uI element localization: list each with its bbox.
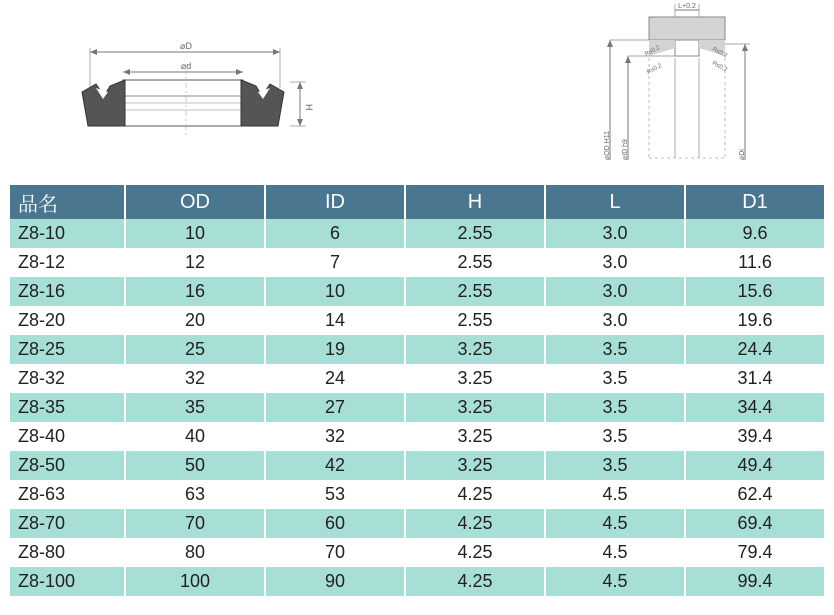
cell-od: 25 [125, 335, 265, 364]
cell-od: 50 [125, 451, 265, 480]
table-header-row [10, 185, 824, 219]
h-dimension-label: H [304, 104, 314, 111]
cell-h: 2.55 [405, 277, 545, 306]
cell-name: Z8-63 [10, 480, 125, 509]
table-row [10, 335, 824, 364]
table-row [10, 567, 824, 596]
cell-od: 80 [125, 538, 265, 567]
cell-l: 3.0 [545, 277, 685, 306]
od-groove-label: ⌀OD H11 [604, 131, 611, 160]
cell-h: 3.25 [405, 422, 545, 451]
column-header-l: L [545, 185, 685, 219]
radius-label-3: R≤0.2 [711, 46, 728, 60]
cell-id: 60 [265, 509, 405, 538]
cell-d1: 99.4 [685, 567, 824, 596]
cell-name: Z8-50 [10, 451, 125, 480]
table-row [10, 422, 824, 451]
cell-l: 3.0 [545, 248, 685, 277]
cell-l: 3.5 [545, 451, 685, 480]
cell-d1: 19.6 [685, 306, 824, 335]
cell-d1: 49.4 [685, 451, 824, 480]
cell-name: Z8-12 [10, 248, 125, 277]
cell-h: 2.55 [405, 248, 545, 277]
cell-l: 3.0 [545, 219, 685, 248]
cell-id: 24 [265, 364, 405, 393]
cell-name: Z8-20 [10, 306, 125, 335]
cell-id: 14 [265, 306, 405, 335]
table-row [10, 451, 824, 480]
seal-specification-table [10, 185, 824, 596]
column-header-d1: D1 [685, 185, 824, 219]
cell-l: 3.5 [545, 393, 685, 422]
cell-h: 4.25 [405, 567, 545, 596]
cell-name: Z8-35 [10, 393, 125, 422]
radius-label-1: R≤0.2 [644, 44, 662, 58]
cell-name: Z8-100 [10, 567, 125, 596]
cell-d1: 24.4 [685, 335, 824, 364]
cell-l: 3.5 [545, 364, 685, 393]
cell-l: 3.0 [545, 306, 685, 335]
cell-d1: 39.4 [685, 422, 824, 451]
cell-id: 42 [265, 451, 405, 480]
cell-h: 3.25 [405, 451, 545, 480]
cell-h: 3.25 [405, 335, 545, 364]
cell-od: 35 [125, 393, 265, 422]
cell-od: 40 [125, 422, 265, 451]
cell-od: 32 [125, 364, 265, 393]
cell-l: 4.5 [545, 538, 685, 567]
cell-id: 32 [265, 422, 405, 451]
cell-name: Z8-32 [10, 364, 125, 393]
cell-d1: 15.6 [685, 277, 824, 306]
groove-dimension-drawing [0, 0, 834, 182]
cell-od: 16 [125, 277, 265, 306]
table-row [10, 480, 824, 509]
cell-l: 4.5 [545, 480, 685, 509]
cell-d1: 62.4 [685, 480, 824, 509]
cell-id: 10 [265, 277, 405, 306]
cell-id: 7 [265, 248, 405, 277]
radius-label-2: R≤0.2 [646, 62, 664, 76]
table-row [10, 364, 824, 393]
cell-id: 53 [265, 480, 405, 509]
cell-d1: 11.6 [685, 248, 824, 277]
cell-name: Z8-10 [10, 219, 125, 248]
cell-h: 4.25 [405, 509, 545, 538]
cell-h: 2.55 [405, 219, 545, 248]
column-header-id: ID [265, 185, 405, 219]
cell-h: 3.25 [405, 393, 545, 422]
table-row [10, 219, 824, 248]
column-header-name: 品名 [10, 185, 125, 219]
cell-name: Z8-80 [10, 538, 125, 567]
cell-h: 4.25 [405, 480, 545, 509]
cell-id: 19 [265, 335, 405, 364]
cell-od: 20 [125, 306, 265, 335]
cell-name: Z8-16 [10, 277, 125, 306]
l-dimension-label: L+0.2 [678, 3, 696, 10]
cell-id: 70 [265, 538, 405, 567]
cell-id: 6 [265, 219, 405, 248]
cell-l: 3.5 [545, 335, 685, 364]
cell-l: 4.5 [545, 509, 685, 538]
cell-name: Z8-40 [10, 422, 125, 451]
cell-h: 2.55 [405, 306, 545, 335]
cell-d1: 9.6 [685, 219, 824, 248]
cell-l: 4.5 [545, 567, 685, 596]
column-header-od: OD [125, 185, 265, 219]
cell-h: 3.25 [405, 364, 545, 393]
cell-d1: 31.4 [685, 364, 824, 393]
table-row [10, 538, 824, 567]
cell-id: 90 [265, 567, 405, 596]
table-row [10, 509, 824, 538]
cell-d1: 69.4 [685, 509, 824, 538]
table-row [10, 277, 824, 306]
cell-od: 70 [125, 509, 265, 538]
id-groove-label: ⌀ID h9 [622, 139, 629, 160]
d1-groove-label: ⌀Di [739, 149, 746, 160]
cell-d1: 79.4 [685, 538, 824, 567]
cell-od: 63 [125, 480, 265, 509]
cell-d1: 34.4 [685, 393, 824, 422]
id-dimension-label: ⌀d [180, 61, 192, 71]
cell-name: Z8-70 [10, 509, 125, 538]
radius-label-4: R≤0.2 [711, 60, 728, 74]
column-header-h: H [405, 185, 545, 219]
cell-l: 3.5 [545, 422, 685, 451]
table-row [10, 248, 824, 277]
od-dimension-label: ⌀D [180, 41, 192, 51]
technical-drawings [0, 0, 834, 182]
cell-od: 12 [125, 248, 265, 277]
cell-od: 10 [125, 219, 265, 248]
cell-h: 4.25 [405, 538, 545, 567]
cell-name: Z8-25 [10, 335, 125, 364]
table-row [10, 393, 824, 422]
cell-od: 100 [125, 567, 265, 596]
cell-id: 27 [265, 393, 405, 422]
table-row [10, 306, 824, 335]
